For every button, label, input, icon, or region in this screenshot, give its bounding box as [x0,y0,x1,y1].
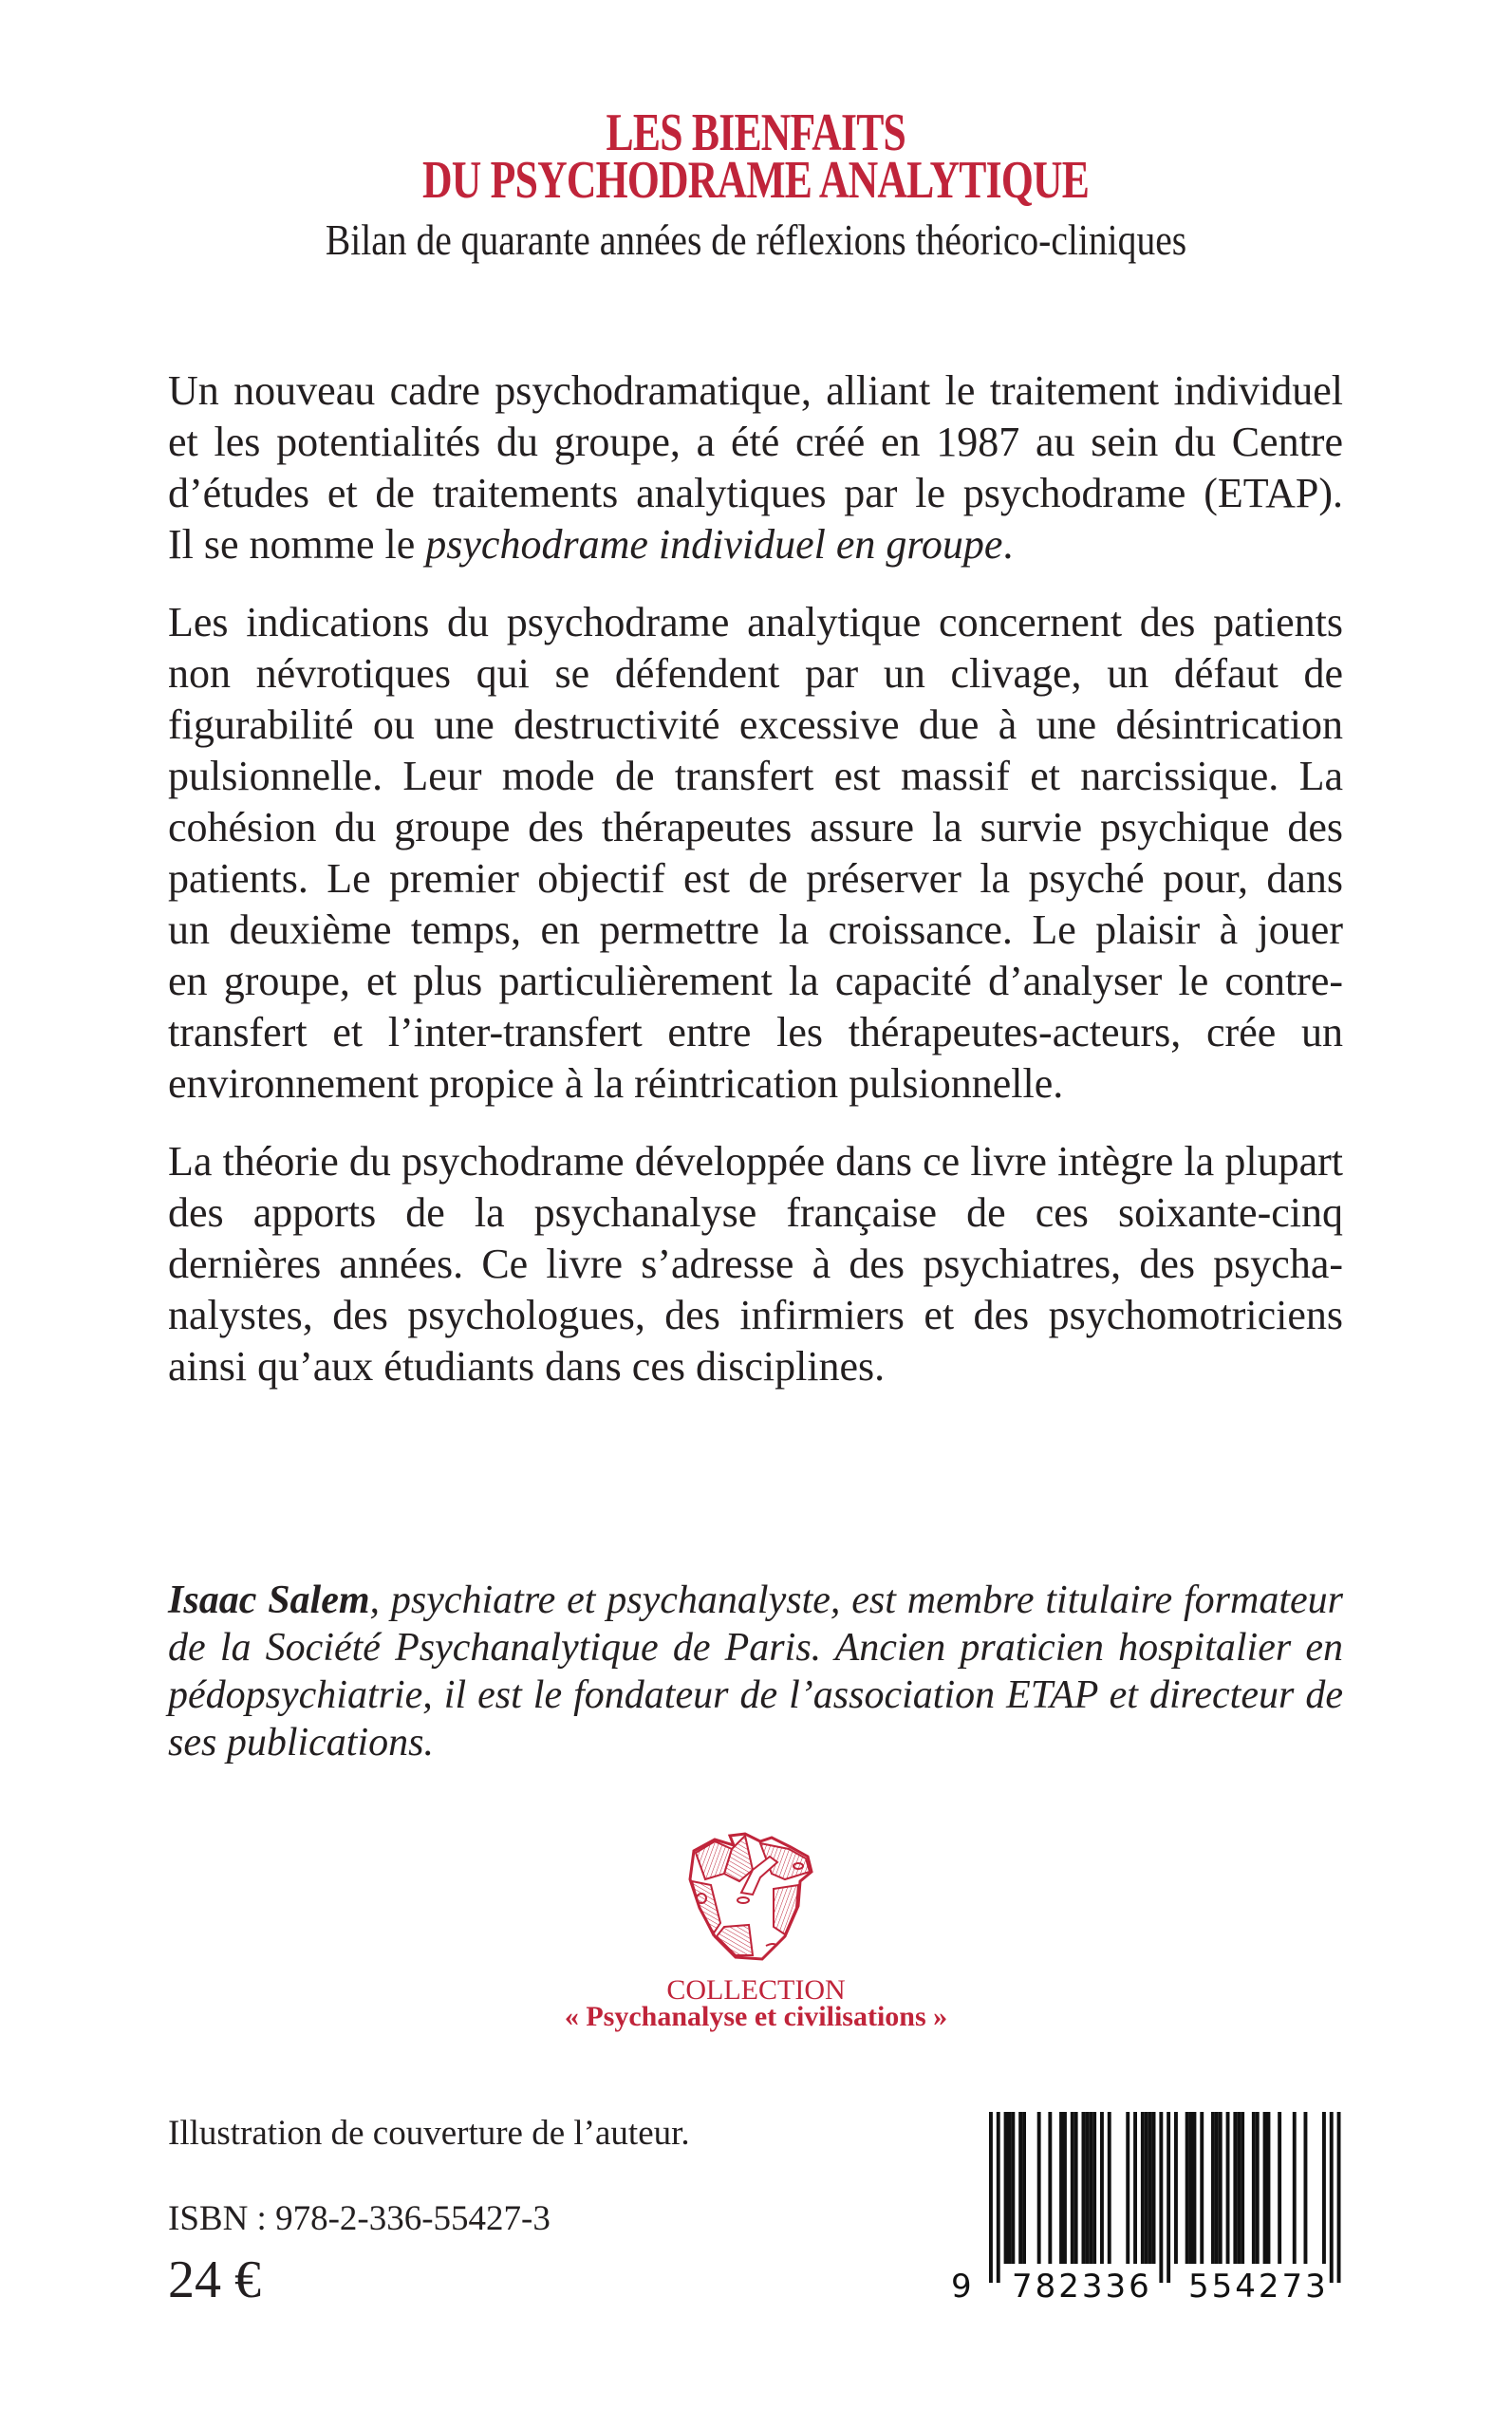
text-line: ses publications. [168,1721,434,1765]
text-segment: . [1002,521,1014,568]
price: 24 € [168,2250,261,2309]
isbn: ISBN : 978-2-336-55427-3 [168,2199,551,2238]
text-line: pulsionnelle. Leur mode de transfert est massif et narcissique. La [168,753,1343,799]
text-line: patients. Le premier objectif est de préserver la psyché pour, dans [168,855,1343,902]
text-line: ainsi qu’aux étudiants dans ces disciplines. [168,1343,886,1390]
svg-text:782336: 782336 [1012,2268,1152,2306]
text-line: cohésion du groupe des thérapeutes assure la survie psychique des [168,804,1343,850]
text-line: pédopsychiatrie, il est le fondateur de l’association ETAP et directeur de [168,1673,1343,1717]
text-line: nalystes, des psychologues, des infirmiers et des psychomotriciens [168,1292,1343,1338]
text-line: d’études et de traitements analytiques par le psychodrame (ETAP). [168,470,1343,516]
text-segment: Il se nomme le [168,521,426,568]
text-line: Un nouveau cadre psychodramatique, alliant le traitement individuel [168,367,1343,414]
italic-term: psychodrame individuel en groupe [425,521,1003,568]
text-line: des apports de la psychanalyse française de ces soixante-cinq [168,1189,1343,1236]
author-name: Isaac Salem [168,1578,370,1622]
text-line: de la Société Psychanalytique de Paris. Ancien praticien hospitalier en [168,1626,1343,1670]
text-line [168,519,1343,570]
text-line: et les potentialités du groupe, a été créé en 1987 au sein du Centre [168,419,1343,465]
book-title-line2: DU PSYCHODRAME ANALYTIQUE [422,151,1090,210]
collection-name: « Psychanalyse et civilisations » [564,2001,948,2032]
book-subtitle: Bilan de quarante années de réflexions théorico-cliniques [325,215,1187,264]
svg-text:9: 9 [951,2268,972,2306]
text-line: dernières années. Ce livre s’adresse à des psychiatres, des psycha- [168,1241,1343,1287]
svg-text:554273: 554273 [1188,2268,1329,2306]
text-line: environnement propice à la réintrication pulsionnelle. [168,1060,1064,1107]
text-line: en groupe, et plus particulièrement la capacité d’analyser le contre- [168,958,1343,1004]
text-line: non névrotiques qui se défendent par un clivage, un défaut de [168,650,1343,697]
text-segment: , psychiatre et psychanalyste, est membre titulaire formateur [369,1578,1343,1622]
book-title-line1: LES BIENFAITS [606,103,906,162]
text-line: un deuxième temps, en permettre la croissance. Le plaisir à jouer [168,906,1343,953]
collection-logo-icon [686,1832,815,1965]
text-line: transfert et l’inter-transfert entre les thérapeutes-acteurs, crée un [168,1009,1343,1055]
ean13-barcode-icon [949,2107,1357,2306]
text-line: figurabilité ou une destructivité excessive due à une désintrication [168,701,1343,748]
text-line [168,1577,1343,1624]
text-line: La théorie du psychodrame développée dans ce livre intègre la plupart [168,1138,1343,1185]
illustration-credit: Illustration de couverture de l’auteur. [168,2114,690,2153]
text-line: Les indications du psychodrame analytique concernent des patients [168,599,1343,645]
collection-label: COLLECTION [666,1974,846,2006]
